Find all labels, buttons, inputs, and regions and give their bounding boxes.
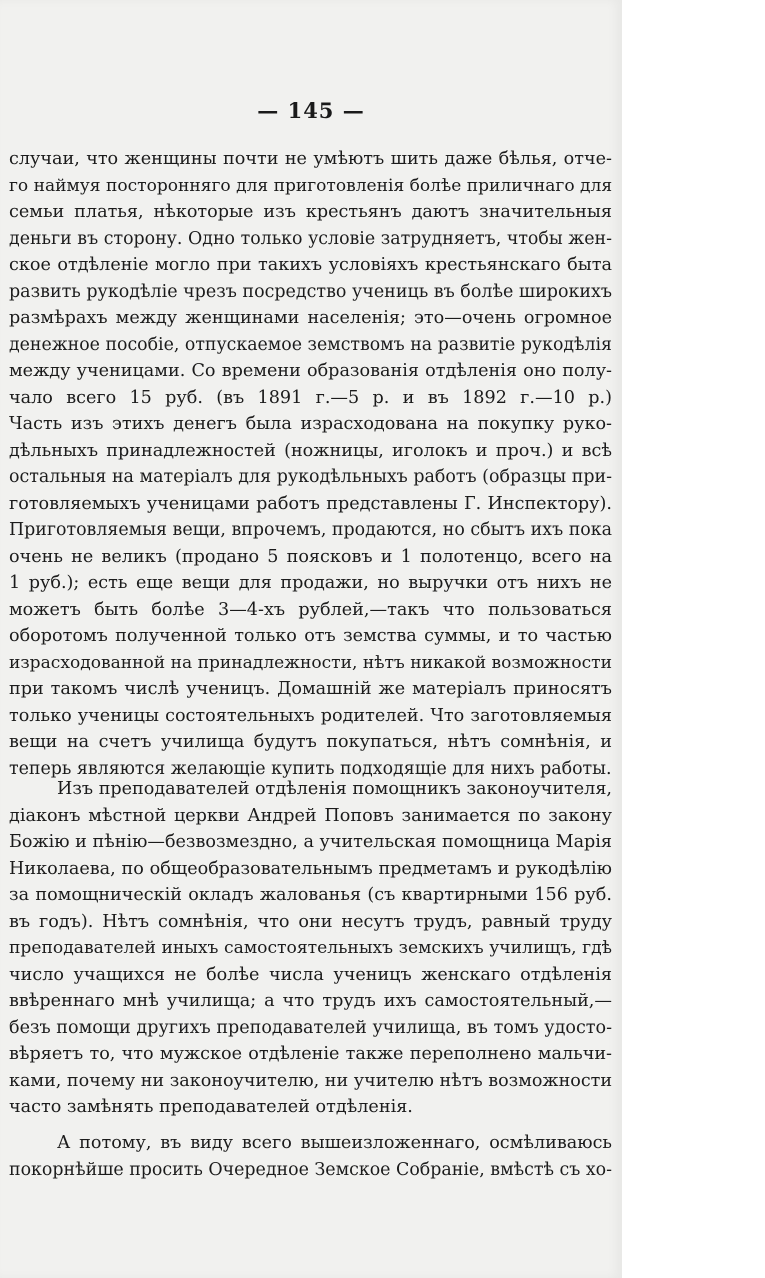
paragraph-3 <box>9 1130 612 1183</box>
text-line: часто замѣнять преподавателей отдѣленія. <box>9 1097 413 1117</box>
text-line: Изъ преподавателей отдѣленія помощникъ законоучителя, <box>57 779 613 799</box>
text-line: Часть изъ этихъ денегъ была израсходована на покупку руко- <box>9 414 612 434</box>
text-line: размѣрахъ между женщинами населенія; это—очень огромное <box>9 308 612 328</box>
text-line: семьи платья, нѣкоторые изъ крестьянъ даютъ значительныя <box>9 202 612 222</box>
text-line: деньги въ сторону. Одно только условіе затрудняетъ, чтобы жен- <box>9 228 612 249</box>
paragraph-1 <box>9 146 612 782</box>
text-line: вѣряетъ то, что мужское отдѣленіе также переполнено мальчи- <box>9 1044 612 1064</box>
text-line: за помощническій окладъ жалованья (съ квартирными 156 руб. <box>9 885 612 905</box>
text-line: чало всего 15 руб. (въ 1891 г.—5 р. и въ 1892 г.—10 р.) <box>9 387 612 408</box>
text-line: случаи, что женщины почти не умѣютъ шить даже бѣлья, отче- <box>9 149 612 169</box>
text-line: діаконъ мѣстной церкви Андрей Поповъ занимается по закону <box>9 805 612 826</box>
text-line: ками, почему ни законоучителю, ни учителю нѣтъ возможности <box>9 1070 613 1091</box>
text-line: покорнѣйше просить Очередное Земское Собраніе, вмѣстѣ съ хо- <box>9 1159 612 1180</box>
text-line: безъ помощи другихъ преподавателей училища, въ томъ удосто- <box>9 1017 612 1038</box>
text-line: израсходованной на принадлежности, нѣтъ никакой возможности <box>9 652 612 673</box>
text-line: Божію и пѣнію—безвозмездно, а учительская помощница Марія <box>9 832 612 852</box>
text-line: 1 руб.); есть еще вещи для продажи, но выручки отъ нихъ не <box>9 573 612 593</box>
text-line: преподавателей иныхъ самостоятельныхъ земскихъ училищъ, гдѣ <box>9 938 612 958</box>
text-line: ввѣреннаго мнѣ училища; а что трудъ ихъ самостоятельный,— <box>9 991 612 1011</box>
text-line: А потому, въ виду всего вышеизложеннаго, осмѣливаюсь <box>57 1133 612 1153</box>
text-line: денежное пособіе, отпускаемое земствомъ на развитіе рукодѣлія <box>9 334 612 355</box>
page-number: — 145 — <box>257 98 365 123</box>
text-line: число учащихся не болѣе числа ученицъ женскаго отдѣленія <box>9 964 612 985</box>
text-line: остальныя на матеріалъ для рукодѣльныхъ работъ (образцы при- <box>9 467 612 487</box>
text-line: между ученицами. Со времени образованія отдѣленія оно полу- <box>9 361 612 381</box>
text-line: вещи на счетъ училища будутъ покупаться, нѣтъ сомнѣнія, и <box>9 732 612 752</box>
text-line: развить рукодѣліе чрезъ посредство учениць въ болѣе широкихъ <box>9 281 612 302</box>
text-line: теперь являются желающіе купить подходящіе для нихъ работы. <box>9 758 612 779</box>
text-line: Приготовляемыя вещи, впрочемъ, продаются, но сбытъ ихъ пока <box>9 520 612 540</box>
text-line: го наймуя посторонняго для приготовленія болѣе приличнаго для <box>9 175 613 196</box>
text-line: въ годъ). Нѣтъ сомнѣнія, что они несутъ трудъ, равный труду <box>9 911 612 932</box>
text-line: очень не великъ (продано 5 поясковъ и 1 полотенцо, всего на <box>9 546 612 567</box>
text-line: при такомъ числѣ ученицъ. Домашній же матеріалъ приносятъ <box>9 679 612 699</box>
text-line: можетъ быть болѣе 3—4-хъ рублей,—такъ что пользоваться <box>9 599 612 620</box>
text-line: только ученицы состоятельныхъ родителей. Что заготовляемыя <box>9 705 612 726</box>
text-line: дѣльныхъ принадлежностей (ножницы, иголокъ и проч.) и всѣ <box>9 440 612 461</box>
text-line: оборотомъ полученной только отъ земства суммы, и то частью <box>9 626 612 646</box>
paragraph-2 <box>9 776 612 1121</box>
text-line: Николаева, по общеобразовательнымъ предметамъ и рукодѣлію <box>9 858 612 879</box>
text-line: готовляемыхъ ученицами работъ представлены Г. Инспектору). <box>9 493 612 514</box>
text-line: ское отдѣленіе могло при такихъ условіяхъ крестьянскаго быта <box>9 255 612 275</box>
